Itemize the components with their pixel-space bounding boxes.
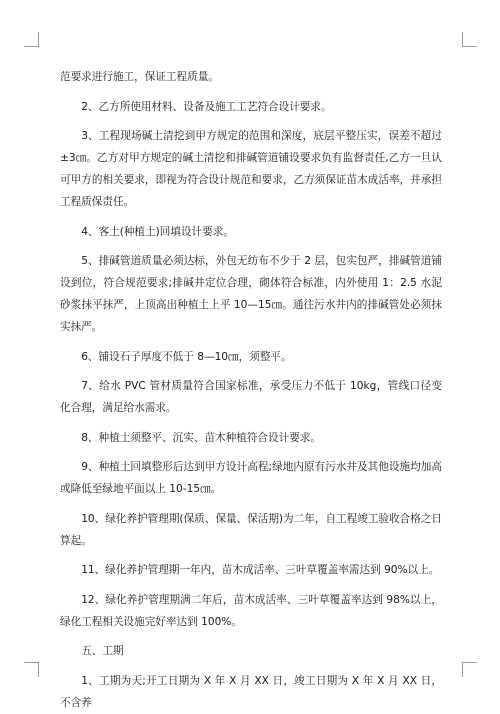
crop-mark-top-left [24,32,39,47]
crop-mark-bottom-right [462,662,477,677]
paragraph-item-6: 6、铺设石子厚度不低于 8—10㎝，须整平。 [81,350,292,363]
paragraph-item-11: 11、绿化养护管理期一年内，苗木成活率、三叶草覆盖率需达到 90%以上。 [81,564,440,576]
paragraph-item-5: 5、排碱管道质量必须达标，外包无纺布不少于 2 层，包实包严，排碱管道铺设到位，符合规范要求;排碱井定位合理，砌体符合标准，内外使用 1：2.5 水泥砂浆抹平抹严，上顶高出种植土上平 10—15㎝。通往污水井内的排碱管处必须抹实抹严。 [60,255,442,333]
paragraph-item-7: 7、给水 PVC 管材质量符合国家标准，承受压力不低于 10kg，管线口径变化合理，满足给水需求。 [60,380,442,414]
crop-mark-top-right [462,32,477,47]
document-body [60,66,442,714]
paragraph-item-2: 2、乙方所使用材料、设备及施工工艺符合设计要求。 [81,100,332,113]
crop-mark-bottom-left [24,662,39,677]
paragraph-continuation: 范要求进行施工，保证工程质量。 [60,71,219,83]
paragraph-item-3: 3、工程现场碱土清挖到甲方规定的范围和深度，底层平整压实，误差不超过±3㎝。乙方对甲方规定的碱土清挖和排碱管道铺设要求负有监督责任,乙方一旦认可甲方的相关要求，即视为符合设计规范和要求，乙方须保证苗木成活率，并承担工程质保责任。 [60,130,442,208]
paragraph-item-8: 8、种植土须整平、沉实、苗木种植符合设计要求。 [81,431,321,444]
paragraph-item-12: 12、绿化养护管理期满二年后，苗木成活率、三叶草覆盖率达到 98%以上，绿化工程相关设施完好率达到 100%。 [60,593,442,628]
paragraph-item-10: 10、绿化养护管理期(保质、保量、保活期)为二年，自工程竣工验收合格之日算起。 [60,512,442,547]
paragraph-item-4: 4、客土(种植土)回填设计要求。 [81,225,234,238]
paragraph-item-9: 9、种植土回填整形后达到甲方设计高程;绿地内原有污水井及其他设施均加高或降低至绿地平面以上 10-15㎝。 [60,461,442,495]
paragraph-schedule-1: 1、工期为天;开工日期为 X 年 X 月 XX 日，竣工日期为 X 年 X 月 XX 日，不含养 [60,674,442,709]
section-heading-schedule: 五、工期 [81,645,124,657]
